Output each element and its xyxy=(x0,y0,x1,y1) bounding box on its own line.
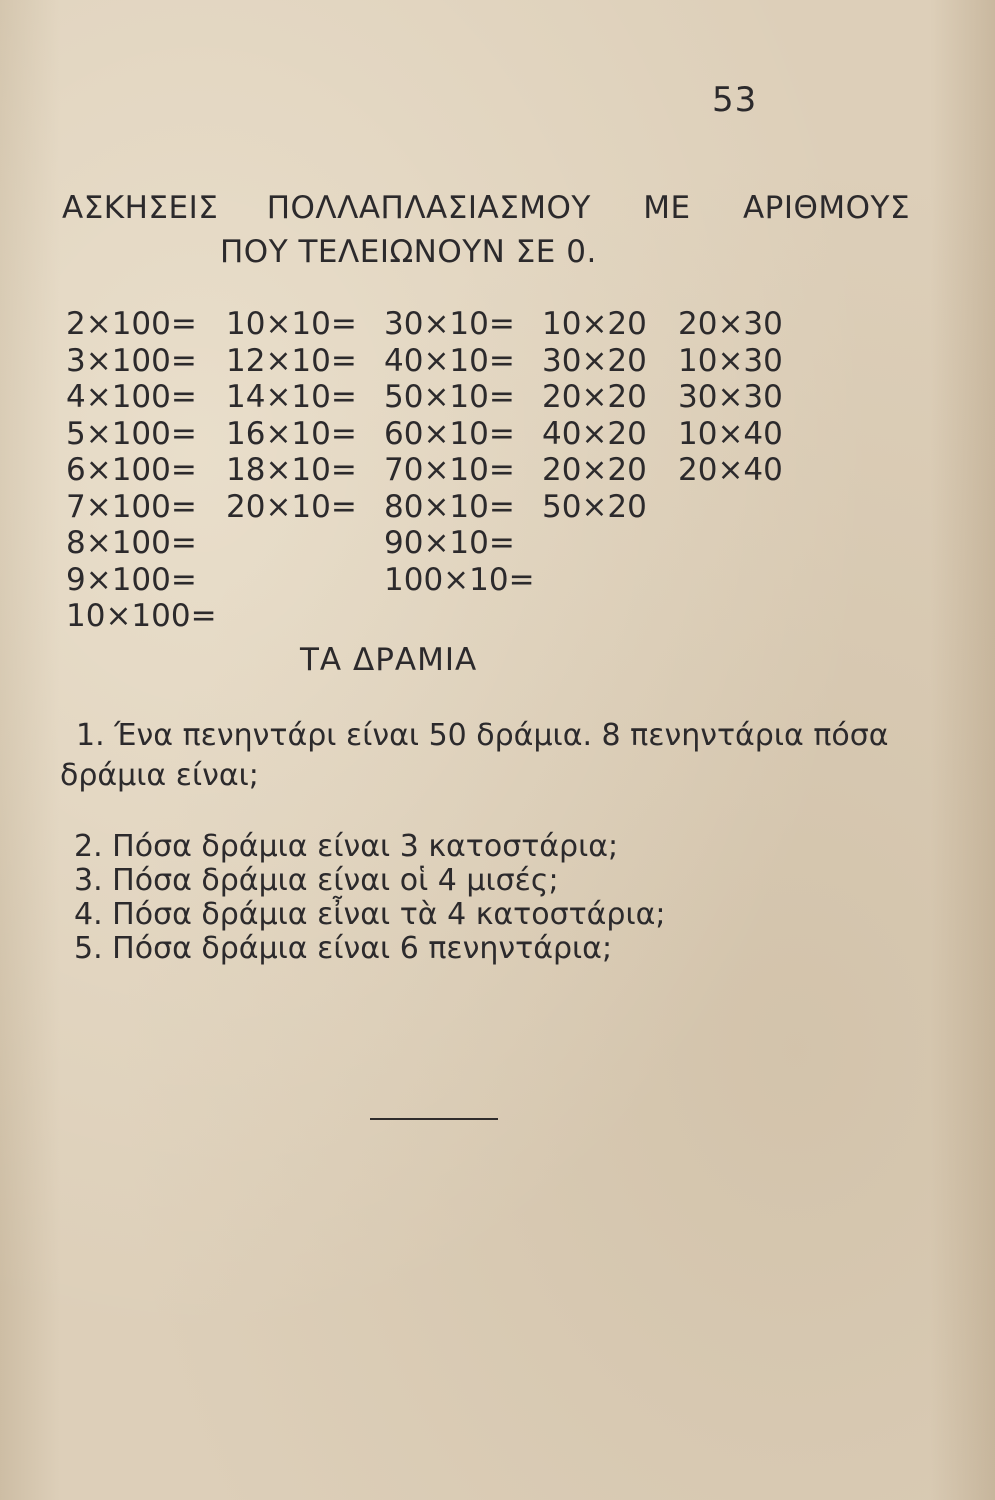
exercise-item: 9×100= xyxy=(66,561,197,598)
page-number: 53 xyxy=(712,80,758,120)
exercise-item: 2×100= xyxy=(66,306,197,342)
problem-item: 2. Πόσα δράμια είναι 3 κατοστάρια; xyxy=(74,829,619,864)
exercise-item: 80×10= xyxy=(384,488,515,525)
exercise-item: 10×10= xyxy=(226,306,357,342)
exercise-item: 70×10= xyxy=(384,452,515,488)
title-word: ΑΡΙΘΜΟΥΣ xyxy=(742,190,911,226)
exercise-item: 6×100= xyxy=(66,452,197,488)
exercise-item: 3×100= xyxy=(66,342,197,379)
exercise-item: 40×20 xyxy=(542,415,647,452)
exercise-item: 60×10= xyxy=(384,415,515,452)
problem-1-line-1: 1. Ένα πενηντάρι είναι 50 δράμια. 8 πενηντάρια πόσα xyxy=(76,718,889,753)
word-problems xyxy=(60,716,889,966)
title-word: ΠΟΛΛΑΠΛΑΣΙΑΣΜΟΥ xyxy=(266,190,591,226)
title-word: ΜΕ xyxy=(643,190,691,226)
exercise-item: 16×10= xyxy=(226,415,357,452)
problem-item: 5. Πόσα δράμια είναι 6 πενηντάρια; xyxy=(74,931,613,966)
exercise-item: 20×30 xyxy=(678,306,783,342)
title-word: ΑΣΚΗΣΕΙΣ xyxy=(62,190,219,226)
title-line-2: ΠΟΥ ΤΕΛΕΙΩΝΟΥΝ ΣΕ 0. xyxy=(220,234,597,270)
exercise-item: 20×10= xyxy=(226,488,357,525)
exercise-item: 14×10= xyxy=(226,379,357,415)
problem-item: 3. Πόσα δράμια είναι οἱ 4 μισές; xyxy=(74,863,559,898)
exercise-column-1 xyxy=(66,306,217,635)
exercise-item: 5×100= xyxy=(66,415,197,452)
exercise-item: 7×100= xyxy=(66,488,197,525)
problem-list xyxy=(74,830,800,966)
exercise-item: 100×10= xyxy=(384,561,535,598)
exercise-item: 10×20 xyxy=(542,306,647,342)
divider-line xyxy=(370,1118,498,1120)
exercise-item: 10×40 xyxy=(678,415,783,452)
exercise-item: 12×10= xyxy=(226,342,357,379)
exercise-column-4 xyxy=(542,306,647,525)
exercise-item: 40×10= xyxy=(384,342,515,379)
exercise-title xyxy=(62,186,910,274)
exercise-item: 4×100= xyxy=(66,379,197,415)
title-line-1 xyxy=(62,186,910,230)
exercise-item: 20×40 xyxy=(678,452,783,488)
exercise-item: 10×30 xyxy=(678,342,783,379)
exercise-item: 50×20 xyxy=(542,488,647,525)
exercise-column-5 xyxy=(678,306,783,489)
exercise-item: 50×10= xyxy=(384,379,515,415)
section-title: ΤΑ ΔΡΑΜΙΑ xyxy=(300,642,478,678)
problem-item: 4. Πόσα δράμια εἶναι τὰ 4 κατοστάρια; xyxy=(74,897,666,932)
exercise-item: 10×100= xyxy=(66,598,217,634)
problem-1-line-2: δράμια είναι; xyxy=(60,758,259,793)
exercise-item: 30×30 xyxy=(678,379,783,415)
exercise-item: 30×20 xyxy=(542,342,647,379)
exercise-item: 30×10= xyxy=(384,306,515,342)
exercise-item: 90×10= xyxy=(384,525,515,561)
exercise-item: 20×20 xyxy=(542,379,647,415)
exercise-item: 18×10= xyxy=(226,452,357,488)
exercise-column-3 xyxy=(384,306,535,598)
exercise-column-2 xyxy=(226,306,357,525)
exercise-item: 20×20 xyxy=(542,452,647,488)
exercise-item: 8×100= xyxy=(66,525,197,561)
